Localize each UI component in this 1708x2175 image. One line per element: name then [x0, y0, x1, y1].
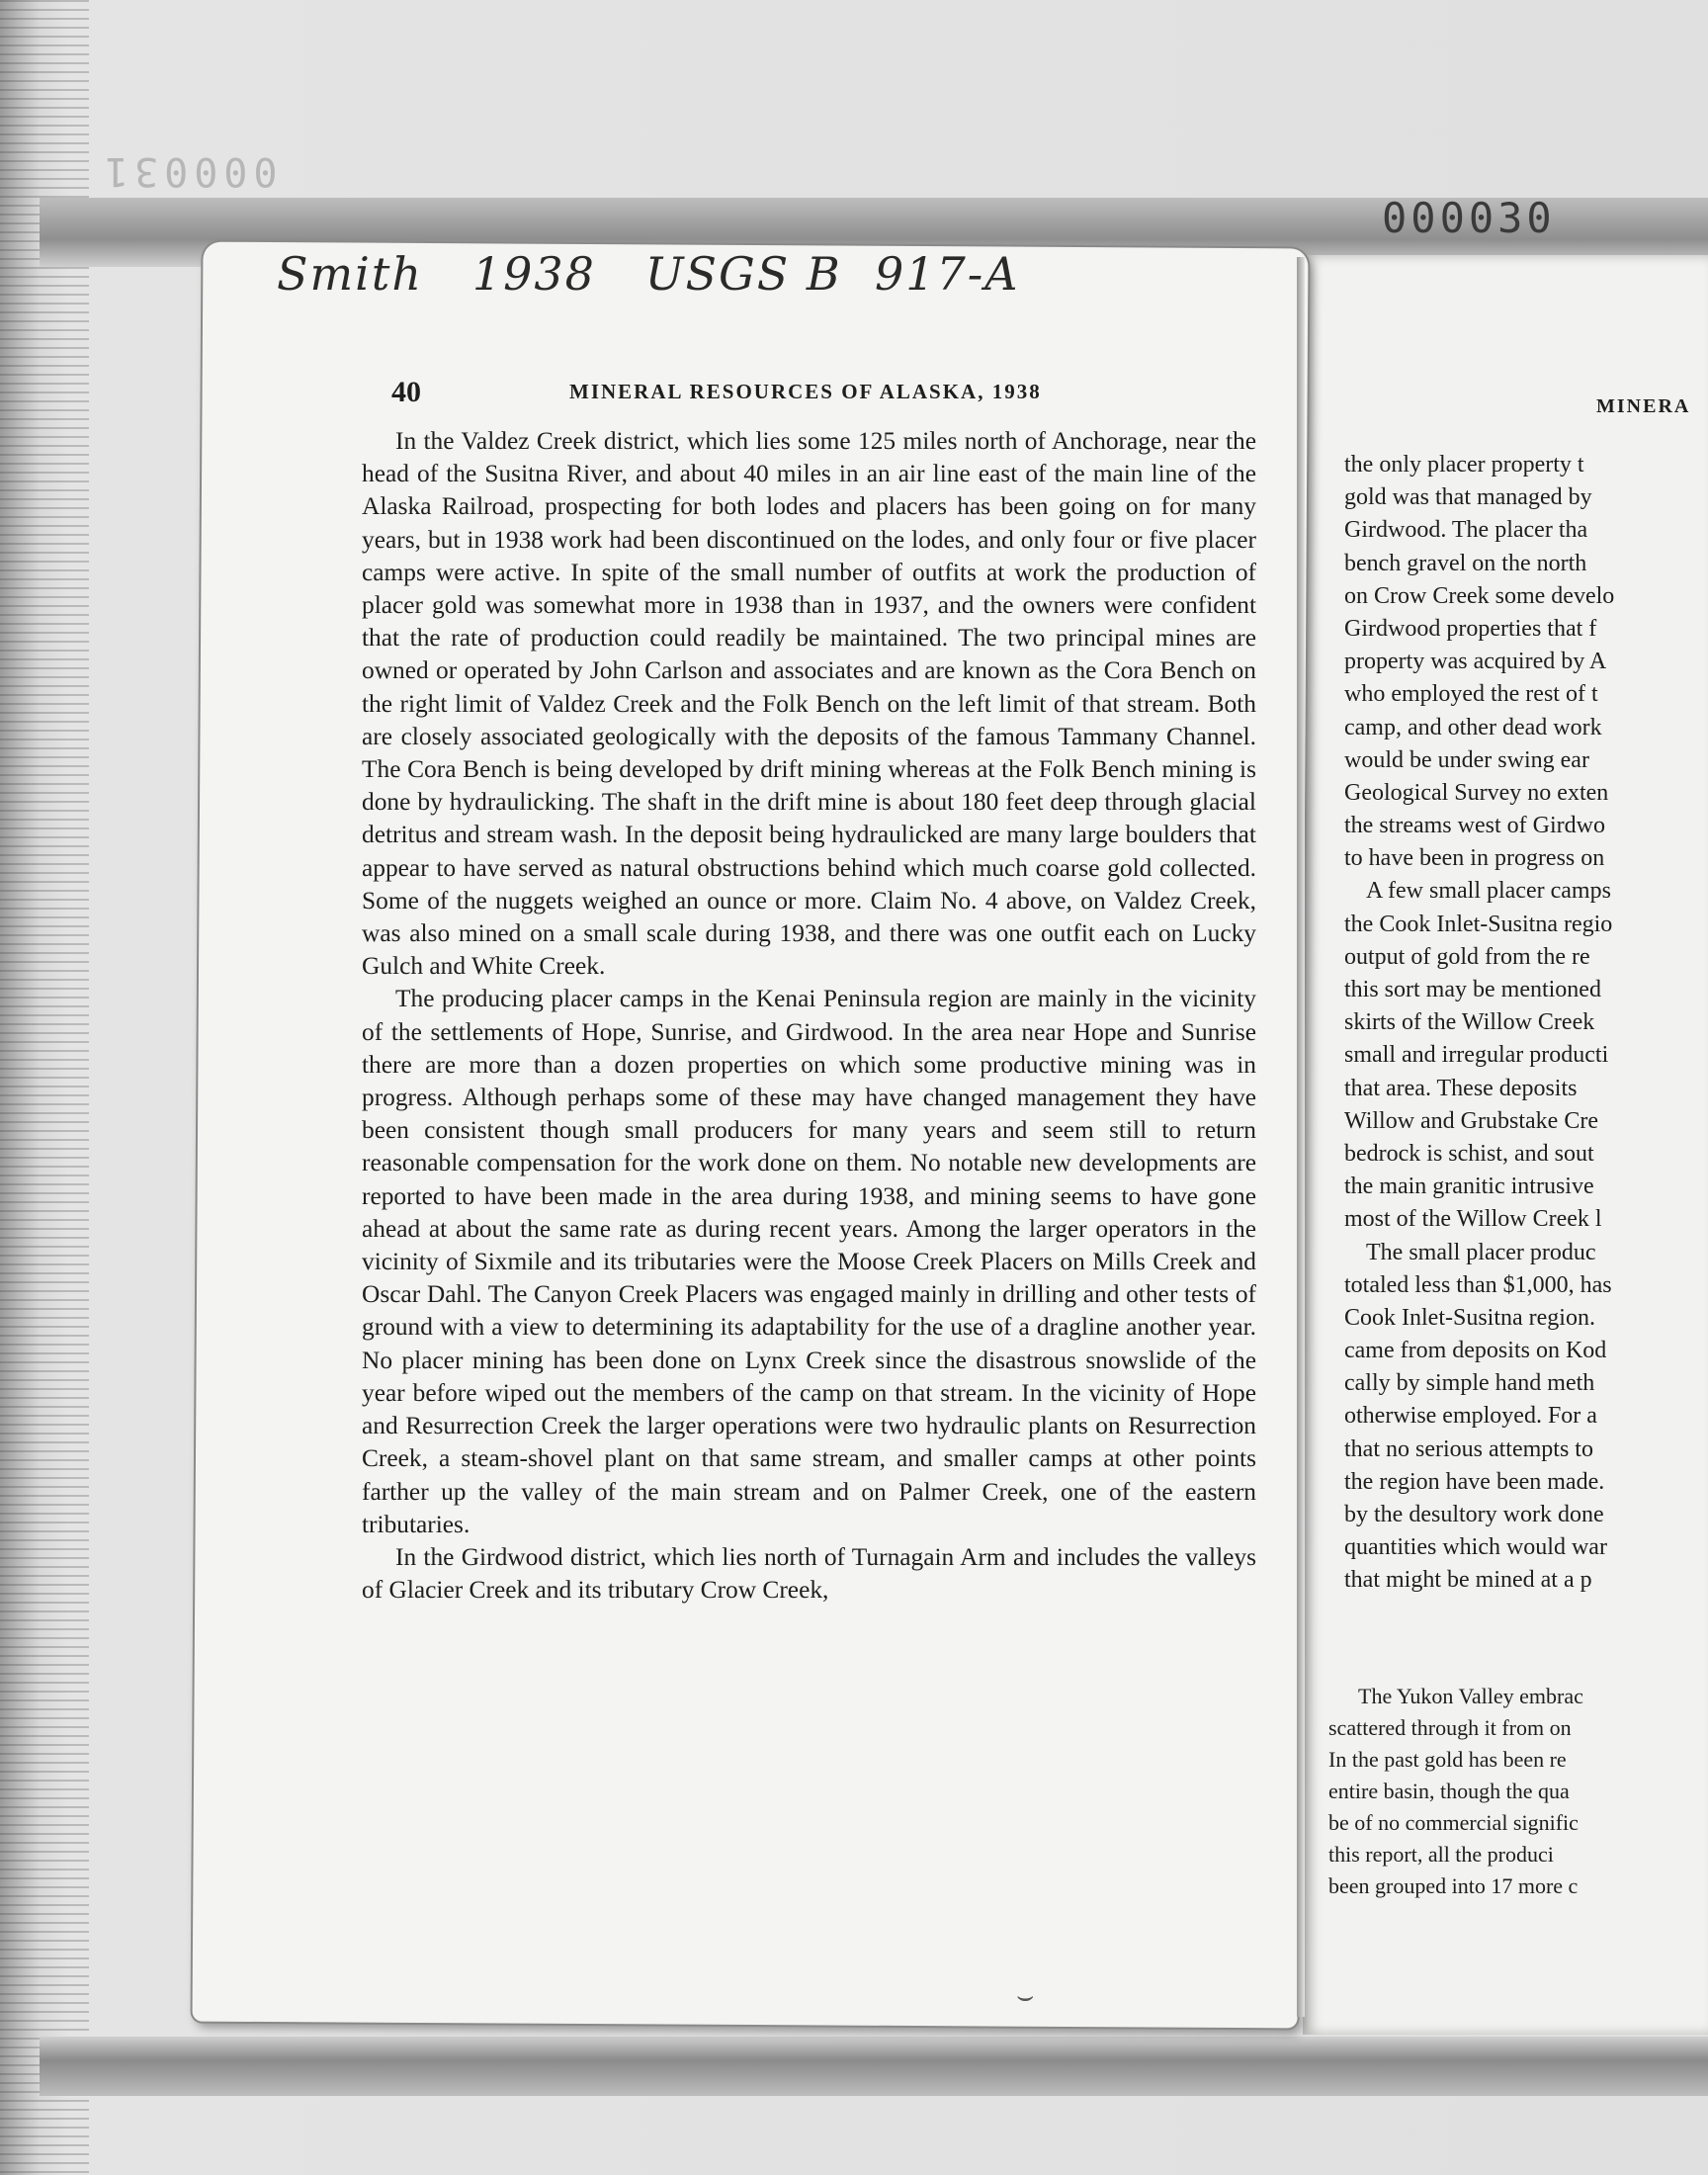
running-head-title: MINERAL RESOURCES OF ALASKA, 1938 — [569, 380, 1042, 403]
book-spine — [1297, 257, 1305, 2017]
right-page-top-line: the only placer property t — [1344, 452, 1584, 478]
right-page-bottom-line: be of no commercial signific — [1328, 1810, 1579, 1835]
right-page-bottom-line: scattered through it from on — [1328, 1715, 1572, 1740]
right-page-top-line: the Cook Inlet-Susitna regio — [1344, 911, 1613, 937]
right-page-top-line: the streams west of Girdwo — [1344, 813, 1605, 839]
right-page-top-line: Girdwood properties that f — [1344, 615, 1597, 642]
paragraph-kenai-peninsula: The producing placer camps in the Kenai Peninsula region are mainly in the vicinity of the settlements of Hope, Sunrise, and Girdwood. In the area near Hope and Sunrise there are more than a dozen properties on which some productive mining was in progress. Although perhaps some of these may have changed management they have been consistent though small producers for many years and seem still to return reasonable compensation for the work done on them. No notable new developments are reported to have been made in the area during 1938, and mining seems to have gone ahead at about the same rate as during recent years. Among the larger operators in the vicinity of Sixmile and its tributaries were the Moose Creek Placers on Mills Creek and Oscar Dahl. The Canyon Creek Placers was engaged mainly in drilling and other tests of ground with a view to determining its adaptability for the use of a dragline another year. No placer mining has been done on Lynx Creek since the disastrous snowslide of the year before wiped out the members of the camp on that stream. In the vicinity of Hope and Resurrection Creek the larger operations were two hydraulic plants on Resurrection Creek, a steam-shovel plant on that same stream, and smaller camps at other points farther up the valley of the main stream and on Palmer Creek, one of the eastern tributaries. — [362, 985, 1256, 1538]
right-page-bottom-line: this report, all the produci — [1328, 1842, 1554, 1867]
page-number: 40 — [391, 376, 421, 408]
right-page-text-bottom — [1328, 1681, 1708, 1902]
right-page-top-line: property was acquired by A — [1344, 649, 1607, 675]
right-page-top-line: bench gravel on the north — [1344, 550, 1587, 576]
right-page-top-line: gold was that managed by — [1344, 484, 1592, 511]
right-page-top-line: Geological Survey no exten — [1344, 779, 1609, 806]
right-running-head: MINERA — [1596, 395, 1691, 417]
right-page-top-line: output of gold from the re — [1344, 943, 1590, 970]
right-page-top-line: totaled less than $1,000, has — [1344, 1271, 1612, 1298]
right-page-top-line: small and irregular producti — [1344, 1042, 1609, 1069]
right-page-top-line: to have been in progress on — [1344, 845, 1605, 872]
right-page-top-line: Cook Inlet-Susitna region. — [1344, 1304, 1595, 1331]
right-page-top-line: camp, and other dead work — [1344, 714, 1602, 740]
right-page-top-line: skirts of the Willow Creek — [1344, 1009, 1595, 1036]
right-page-top-line: the main granitic intrusive — [1344, 1174, 1594, 1200]
right-page-bottom-line: been grouped into 17 more c — [1328, 1873, 1579, 1898]
right-page-top-line: that might be mined at a p — [1344, 1567, 1592, 1594]
right-page-top-line: otherwise employed. For a — [1344, 1403, 1597, 1430]
right-page-top-line: cally by simple hand meth — [1344, 1370, 1595, 1397]
stamp-number: 000030 — [1382, 194, 1556, 242]
handwritten-citation: Smith 1938 USGS B 917-A — [277, 247, 1020, 301]
paragraph-valdez-creek: In the Valdez Creek district, which lies some 125 miles north of Anchorage, near the head of the Susitna River, and about 40 miles in an air line east of the main line of the Alaska Railroad, prospecting for both lodes and placers has been going on for many years, but in 1938 work had been discontinued on the lodes, and only four or five placer camps were active. In spite of the small number of outfits at work the production of placer gold was somewhat more in 1938 than in 1937, and the owners were confident that the rate of production could readily be maintained. The two principal mines are owned or operated by John Carlson and associates and are known as the Cora Bench on the right limit of Valdez Creek and the Folk Bench on the left limit of that stream. Both are closely associated geologically with the deposits of the famous Tammany Channel. The Cora Bench is being developed by drift mining whereas at the Folk Bench mining is done by hydraulicking. The shaft in the drift mine is about 180 feet deep through glacial detritus and stream wash. In the deposit being hydraulicked are many large boulders that appear to have served as natural obstructions behind which much coarse gold collected. Some of the nuggets weighed an ounce or more. Claim No. 4 above, on Valdez Creek, was also mined on a small scale during 1938, and there was one outfit each on Lucky Gulch and White Creek. — [362, 427, 1256, 981]
right-page-bottom-line: In the past gold has been re — [1328, 1747, 1567, 1772]
right-page-top-line: bedrock is schist, and sout — [1344, 1140, 1594, 1167]
right-page-top-line: the region have been made. — [1344, 1468, 1605, 1495]
paragraph-girdwood: In the Girdwood district, which lies north of Turnagain Arm and includes the valleys of Glacier Creek and its tributary Crow Creek, — [362, 1542, 1256, 1605]
binding-shadow-bottom — [40, 2037, 1708, 2096]
right-page-top-line: most of the Willow Creek l — [1344, 1206, 1602, 1233]
right-page-top-line: on Crow Creek some develo — [1344, 582, 1615, 609]
right-page-text-top — [1344, 449, 1708, 1598]
right-page-top-line: that area. These deposits — [1344, 1075, 1578, 1101]
right-page-top-line: came from deposits on Kod — [1344, 1338, 1607, 1364]
right-page-top-line: Girdwood. The placer tha — [1344, 517, 1588, 544]
right-page-top-line: The small placer produc — [1366, 1239, 1596, 1265]
right-page-top-line: Willow and Grubstake Cre — [1344, 1107, 1598, 1134]
right-page-top-line: that no serious attempts to — [1344, 1436, 1593, 1462]
stray-mark: ⌣ — [1016, 1981, 1035, 2012]
right-page-bottom-line: The Yukon Valley embrac — [1358, 1684, 1583, 1708]
ghost-stamp-number: 000031 — [99, 148, 278, 194]
right-page-top-line: by the desultory work done — [1344, 1502, 1604, 1527]
right-page-top-line: who employed the rest of t — [1344, 681, 1598, 708]
right-page-top-line: would be under swing ear — [1344, 746, 1589, 773]
scan-edge-streaks — [0, 0, 89, 2175]
right-page-bottom-line: entire basin, though the qua — [1328, 1779, 1570, 1803]
left-page-body — [362, 425, 1256, 1607]
right-page-top-line: this sort may be mentioned — [1344, 977, 1601, 1002]
right-page-top-line: quantities which would war — [1344, 1534, 1607, 1561]
right-page-top-line: A few small placer camps — [1366, 878, 1611, 905]
